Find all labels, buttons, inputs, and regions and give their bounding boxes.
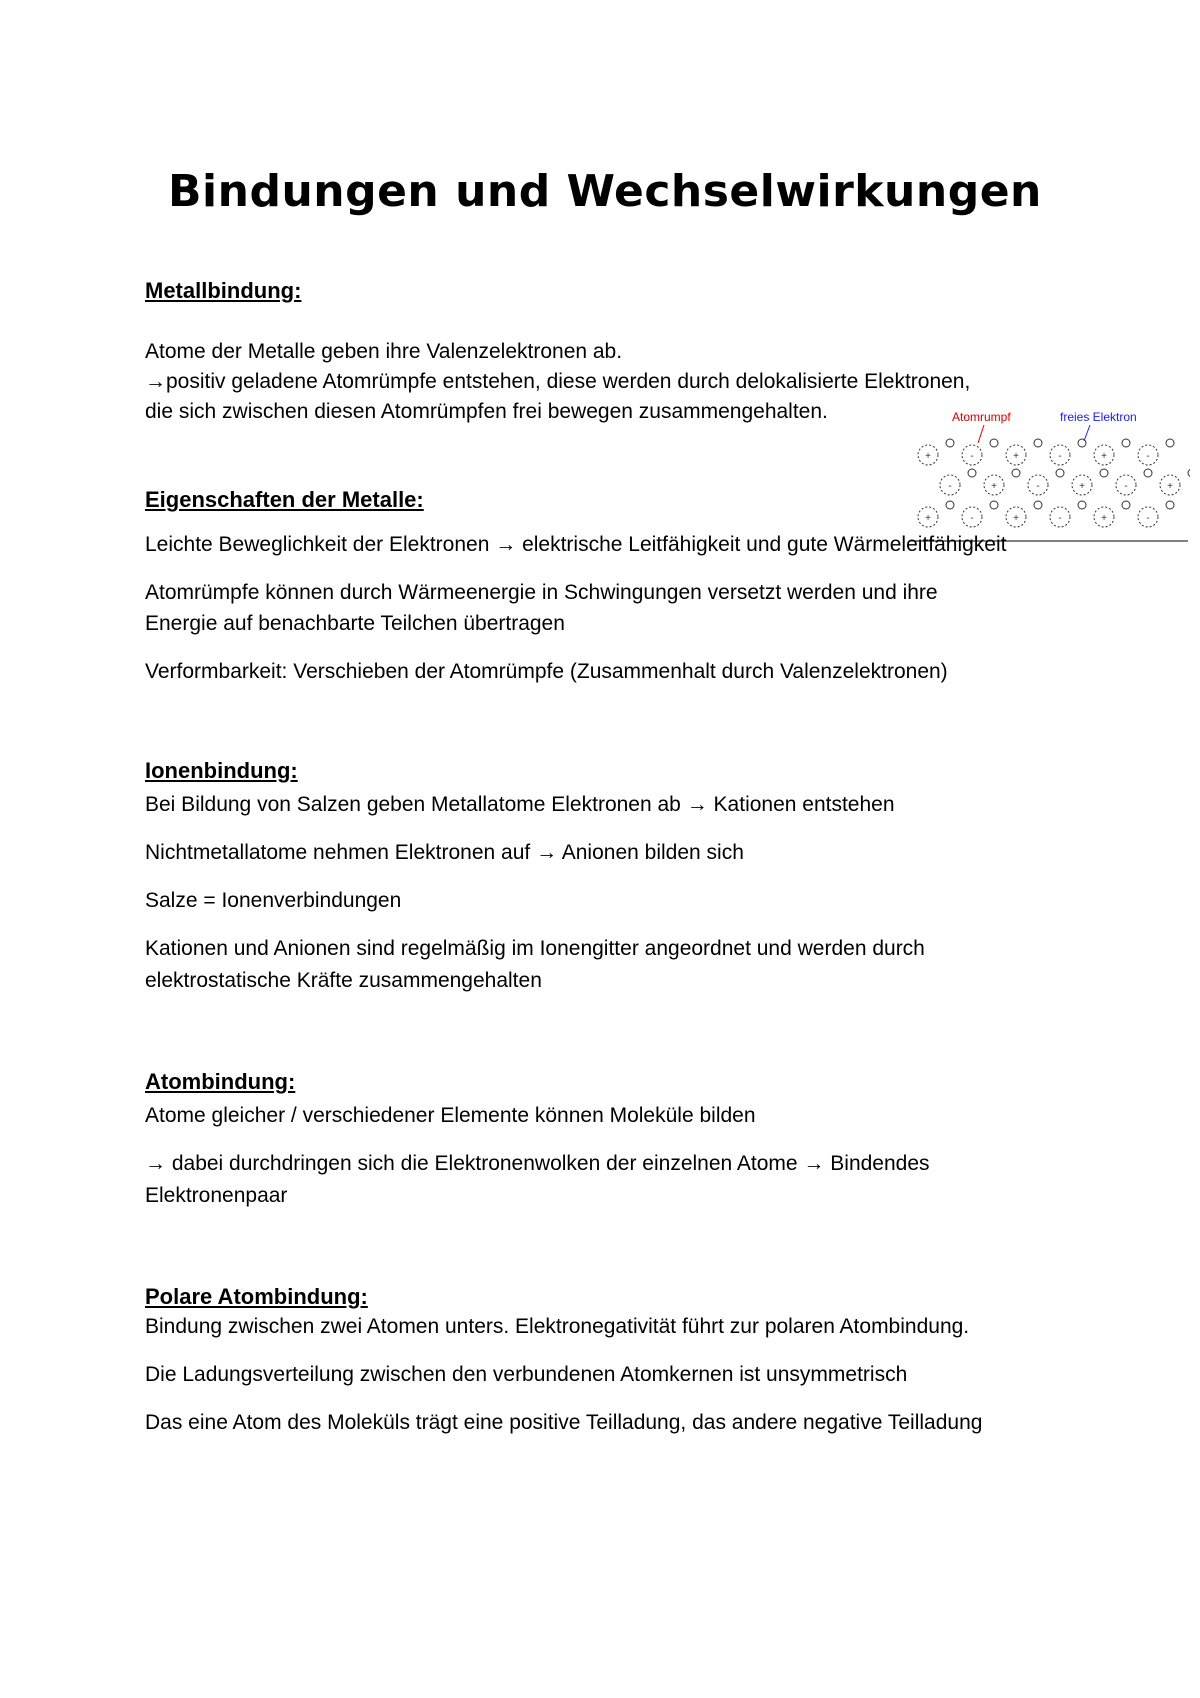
atom-charge-label: -	[1036, 481, 1040, 492]
free-electron	[1100, 469, 1108, 477]
free-electron	[1078, 501, 1086, 509]
arrow-icon: →	[536, 841, 558, 864]
atom-charge-label: +	[1079, 481, 1085, 492]
atom-charge-label: -	[1146, 513, 1150, 524]
text-line: Kationen und Anionen sind regelmäßig im Ionengitter angeordnet und werden durch	[145, 937, 925, 960]
text-line: → dabei durchdringen sich die Elektronenwolken der einzelnen Atome → Bindendes	[145, 1152, 930, 1175]
text-line: Bei Bildung von Salzen geben Metallatome Elektronen ab → Kationen entstehen	[145, 793, 895, 816]
free-electron	[1122, 439, 1130, 447]
text-line: Atome der Metalle geben ihre Valenzelektronen ab.	[145, 340, 623, 363]
free-electron	[990, 501, 998, 509]
atom-charge-label: -	[970, 513, 974, 524]
text-line: Die Ladungsverteilung zwischen den verbundenen Atomkernen ist unsymmetrisch	[145, 1363, 908, 1386]
arrow-icon: →	[145, 370, 166, 393]
atom-charge-label: -	[1146, 451, 1150, 462]
atom-charge-label: +	[1167, 481, 1173, 492]
free-electron	[1122, 501, 1130, 509]
atom-charge-label: +	[1013, 513, 1019, 524]
text-line: Leichte Beweglichkeit der Elektronen → elektrische Leitfähigkeit und gute Wärmeleitfähigkeit	[145, 533, 1007, 556]
lattice-atoms	[918, 439, 1190, 527]
heading-ionenbindung: Ionenbindung:	[145, 758, 298, 783]
free-electron	[1012, 469, 1020, 477]
free-electron	[990, 439, 998, 447]
metal-lattice-diagram	[910, 405, 1190, 545]
free-electron	[1188, 469, 1190, 477]
atom-charge-label: +	[1101, 451, 1107, 462]
label-freies-elektron: freies Elektron	[1060, 410, 1137, 424]
text-line: Elektronenpaar	[145, 1184, 288, 1207]
free-electron	[1034, 439, 1042, 447]
text-line: Bindung zwischen zwei Atomen unters. Elektronegativität führt zur polaren Atombindung.	[145, 1315, 970, 1338]
atom-charge-label: +	[1013, 451, 1019, 462]
arrow-icon: →	[686, 793, 708, 816]
label-atomrumpf: Atomrumpf	[952, 410, 1011, 424]
text-line: Das eine Atom des Moleküls trägt eine positive Teilladung, das andere negative Teilladung	[145, 1411, 983, 1434]
atom-charge-label: +	[925, 513, 931, 524]
free-electron	[1166, 501, 1174, 509]
text-line: Verformbarkeit: Verschieben der Atomrümpfe (Zusammenhalt durch Valenzelektronen)	[145, 660, 948, 683]
heading-metallbindung: Metallbindung:	[145, 278, 302, 303]
free-electron	[946, 439, 954, 447]
free-electron	[1144, 469, 1152, 477]
free-electron	[1078, 439, 1086, 447]
heading-atombindung: Atombindung:	[145, 1069, 296, 1094]
text-line: elektrostatische Kräfte zusammengehalten	[145, 969, 542, 992]
arrow-icon: →	[495, 533, 517, 556]
atom-charge-label: -	[1124, 481, 1128, 492]
atom-charge-label: -	[970, 451, 974, 462]
free-electron	[946, 501, 954, 509]
arrow-icon: →	[803, 1152, 825, 1175]
text-line: Nichtmetallatome nehmen Elektronen auf → Anionen bilden sich	[145, 841, 744, 864]
page-title: Bindungen und Wechselwirkungen	[168, 166, 1042, 217]
heading-eigenschaften: Eigenschaften der Metalle:	[145, 487, 424, 512]
atom-charge-label: -	[948, 481, 952, 492]
text-line: die sich zwischen diesen Atomrümpfen frei bewegen zusammengehalten.	[145, 400, 828, 423]
text-line: Energie auf benachbarte Teilchen übertragen	[145, 612, 565, 635]
atom-charge-label: +	[925, 451, 931, 462]
free-electron	[1166, 439, 1174, 447]
free-electron	[968, 469, 976, 477]
heading-polare-atombindung: Polare Atombindung:	[145, 1284, 368, 1309]
text-line: Atome gleicher / verschiedener Elemente können Moleküle bilden	[145, 1104, 756, 1127]
atom-charge-label: -	[1058, 513, 1062, 524]
text-line: Atomrümpfe können durch Wärmeenergie in Schwingungen versetzt werden und ihre	[145, 581, 938, 604]
free-electron	[1056, 469, 1064, 477]
text-line: Salze = Ionenverbindungen	[145, 889, 402, 912]
arrow-icon: →	[145, 1152, 166, 1175]
free-electron	[1034, 501, 1042, 509]
text-line: →positiv geladene Atomrümpfe entstehen, diese werden durch delokalisierte Elektronen,	[145, 370, 971, 393]
atom-charge-label: +	[1101, 513, 1107, 524]
atom-charge-label: +	[991, 481, 997, 492]
atom-charge-label: -	[1058, 451, 1062, 462]
